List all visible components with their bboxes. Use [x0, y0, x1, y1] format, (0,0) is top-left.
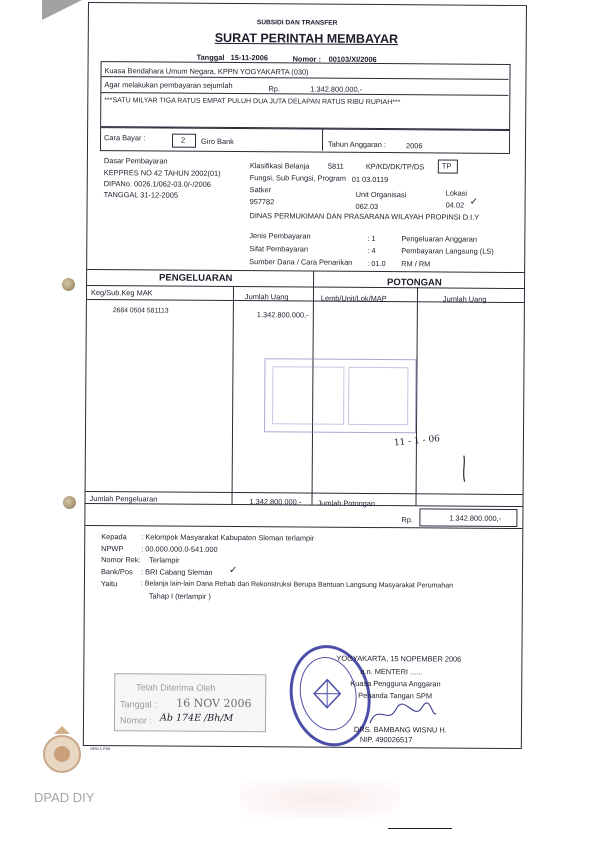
rek-value: Terlampir [149, 555, 180, 565]
cara-bayar-label: Cara Bayar : [104, 133, 146, 143]
kuasa-bun: Kuasa Bendahara Umum Negara, KPPN YOGYAKARTA (030) [104, 66, 309, 77]
potongan-heading: POTONGAN [387, 277, 442, 289]
terbilang: ***SATU MILYAR TIGA RATUS EMPAT PULUH DUA JUTA DELAPAN RATUS RIBU RUPIAH*** [104, 97, 401, 107]
col-lemb-unit: Lemb/Unit/Lok/MAP [320, 293, 387, 304]
klasifikasi-value: 5811 [327, 161, 344, 171]
bottom-smudge [240, 780, 400, 818]
lokasi-check-icon: ✓ [469, 196, 479, 208]
sign-penanda: Penanda Tangan SPM [358, 690, 433, 701]
fungsi-value: 01 03.0119 [351, 174, 389, 185]
fungsi-label: Fungsi, Sub Fungsi, Program [249, 173, 346, 183]
col-jumlah-uang-2: Jumlah Uang [442, 294, 487, 304]
col-keg-mak: Keg/Sub.Keg MAK [90, 288, 153, 298]
amount-value: 1.342.800.000,- [310, 84, 363, 94]
bank-value: : BRI Cabang Sleman [140, 567, 213, 577]
received-nomor-value: Ab 174E /Bh/M [159, 712, 234, 725]
dpad-logo-icon [40, 726, 84, 780]
total-value: 1.342.800.000,- [449, 513, 502, 523]
sign-an: a.n. MENTERI ...... [360, 666, 423, 677]
sumber-code: : 01.0 [367, 258, 386, 269]
klasifikasi-label: Klasifikasi Belanja [249, 161, 310, 171]
npwp-value: : 00.000.000.0-541.000 [141, 544, 218, 554]
binder-hole-bottom [63, 496, 76, 509]
kp-label: KP/KD/DK/TP/DS [365, 161, 425, 172]
form-title: SURAT PERINTAH MEMBAYAR [214, 30, 399, 47]
bank-check-icon: ✓ [228, 564, 238, 577]
jenis-code: : 1 [367, 233, 376, 244]
yaitu-line2: Tahap I (terlampir ) [148, 591, 211, 601]
bank-label: Bank/Pos [100, 567, 133, 577]
cara-bayar-value: Giro Bank [200, 136, 234, 147]
rek-label: Nomor Rek: [101, 555, 141, 565]
col-jumlah-uang: Jumlah Uang [244, 292, 289, 302]
received-nomor-label: Nomor : [119, 715, 153, 726]
binder-hole-top [62, 278, 75, 291]
nomor-label: Nomor : [292, 54, 321, 64]
jenis-label: Jenis Pembayaran [249, 231, 311, 241]
tahun-anggaran-label: Tahun Anggaran : [327, 139, 386, 150]
kepada-value: : Kelompok Masyarakat Kabupaten Sleman terlampir [141, 532, 315, 543]
sifat-label: Sifat Pembayaran [249, 244, 309, 254]
row-amount: 1.342.800.000,- [256, 310, 309, 320]
sifat-value: Pembayaran Langsung (LS) [401, 246, 494, 256]
cara-bayar-box [100, 127, 510, 154]
satker-value: 957782 [249, 197, 275, 207]
tp-value: TP [441, 161, 452, 171]
sumber-value: RM / RM [401, 259, 431, 269]
dasar-line3: TANGGAL 31-12-2005 [103, 190, 179, 200]
bottom-rule [388, 828, 452, 829]
yaitu-line1: : Belanja lain-lain Dana Rehab dan Rekonstruksi Berupa Bantuan Langsung Masyarakat Perumahan [140, 580, 454, 590]
row-code: 2684 0504 581113 [112, 307, 169, 315]
amount-rp-label: Rp. [268, 84, 280, 94]
jenis-value: Pengeluaran Anggaran [401, 234, 478, 244]
total-rp-label: Rp. [401, 515, 413, 525]
received-tanggal-label: Tanggal : [120, 699, 157, 710]
jumlah-pengeluaran-value: 1.342.800.000,- [249, 497, 302, 507]
tanggal-label: Tanggal [196, 52, 225, 62]
yaitu-label: Yaitu [100, 579, 118, 589]
jumlah-pengeluaran-label: Jumlah Pengeluaran [89, 494, 158, 504]
dasar-line1: KEPPRES NO 42 TAHUN 2002(01) [103, 168, 221, 178]
jumlah-potongan-label: Jumlah Potongan [317, 498, 376, 509]
lokasi-label: Lokasi [445, 188, 468, 198]
lokasi-value: 04.02 [445, 200, 465, 210]
sign-kuasa: Kuasa Pengguna Anggaran [350, 678, 441, 689]
seal-emblem-icon [310, 677, 344, 711]
dinas-name: DINAS PERMUKIMAN DAN PRASARANA WILAYAH PROPINSI D.I.Y [249, 211, 480, 222]
satker-label: Satker [249, 185, 272, 195]
kepada-label: Kepada [101, 532, 127, 542]
pengeluaran-heading: PENGELUARAN [159, 272, 233, 285]
received-line1: Telah Diterima Oleh [136, 682, 216, 693]
handwritten-date: 11 - 1 - 06 [393, 434, 441, 449]
spm-form [83, 2, 527, 749]
sign-place-date: YOGYAKARTA, 15 NOPEMBER 2006 [336, 653, 462, 664]
sumber-label: Sumber Dana / Cara Penarikan [249, 257, 353, 267]
cara-bayar-code: 2 [181, 135, 186, 145]
unit-label: Unit Organisasi [355, 189, 407, 200]
agar-text: Agar melakukan pembayaran sejumlah [104, 80, 233, 91]
watermark-text: DPAD DIY [34, 790, 95, 805]
dasar-line2: DIPANo. 0026.1/062-03.0/-/2006 [103, 179, 211, 189]
nomor-value: 00103/XI/2006 [328, 54, 377, 65]
unit-value: 062.03 [355, 201, 379, 212]
sign-name: DRS. BAMBANG WISNU H. [353, 724, 447, 735]
npwp-label: NPWP [101, 544, 124, 554]
tahun-anggaran-value: 2006 [405, 141, 423, 151]
form-code: SPM 1 P09 [90, 746, 111, 751]
handwritten-stroke [456, 454, 476, 484]
sifat-code: : 4 [367, 245, 376, 256]
tanggal-value: 15-11-2006 [230, 52, 269, 63]
dasar-label: Dasar Pembayaran [103, 156, 168, 166]
received-tanggal-value: 16 NOV 2006 [176, 696, 252, 711]
form-subtitle: SUBSIDI DAN TRANSFER [256, 19, 338, 27]
sign-nip: NIP. 490026517 [359, 734, 413, 745]
corner-fold [42, 0, 82, 20]
